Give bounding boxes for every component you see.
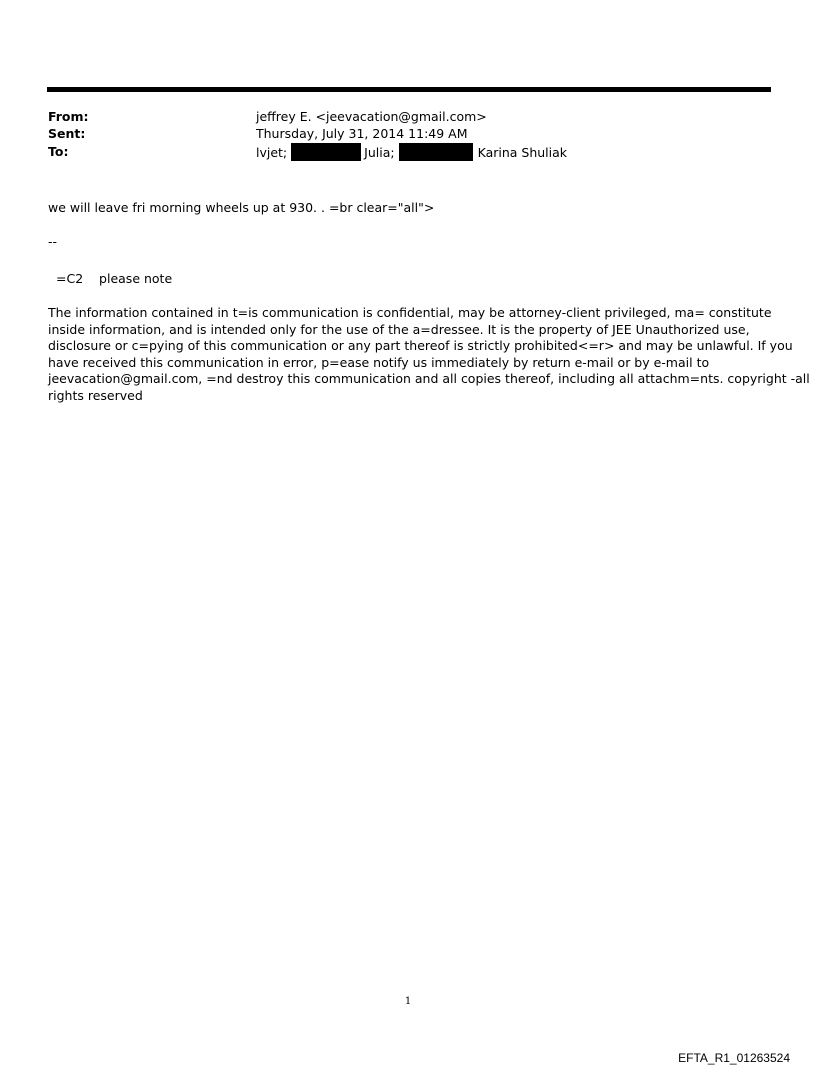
disclaimer-line: The information contained in t=is communication is confidential, may be attorney-client privileged, ma= constitute — [48, 305, 772, 320]
disclaimer-line: jeevacation@gmail.com, =nd destroy this communication and all copies thereof, including all attachm=nts. copyright -all — [48, 371, 810, 386]
to-recipient-1: lvjet; — [256, 145, 288, 160]
sent-value: Thursday, July 31, 2014 11:49 AM — [256, 126, 468, 141]
confidentiality-disclaimer — [48, 305, 810, 404]
to-recipient-3: Karina Shuliak — [477, 145, 568, 160]
disclaimer-line: have received this communication in error, p=ease notify us immediately by return e-mail or by e-mail to — [48, 354, 710, 370]
sent-label: Sent: — [48, 126, 86, 141]
disclaimer-line: disclosure or c=pying of this communication or any part thereof is strictly prohibited<=r> and may be unlawful. If you — [48, 338, 793, 353]
to-value — [256, 143, 567, 161]
redaction-box — [291, 143, 361, 161]
bates-number: EFTA_R1_01263524 — [678, 1051, 790, 1065]
from-label: From: — [48, 109, 89, 124]
signature-separator: -- — [48, 234, 58, 249]
disclaimer-line: rights reserved — [48, 387, 143, 403]
page-number: 1 — [404, 996, 412, 1007]
to-label: To: — [48, 144, 69, 159]
disclaimer-line: inside information, and is intended only for the use of the a=dressee. It is the property of JEE Unauthorized use, — [48, 321, 750, 337]
to-recipient-2: Julia; — [364, 145, 395, 160]
redaction-box — [399, 143, 473, 161]
please-note-line: =C2 please note — [56, 271, 173, 286]
from-value: jeffrey E. <jeevacation@gmail.com> — [256, 109, 487, 124]
message-line: we will leave fri morning wheels up at 930. . =br clear="all"> — [48, 200, 435, 215]
header-rule — [47, 87, 771, 92]
